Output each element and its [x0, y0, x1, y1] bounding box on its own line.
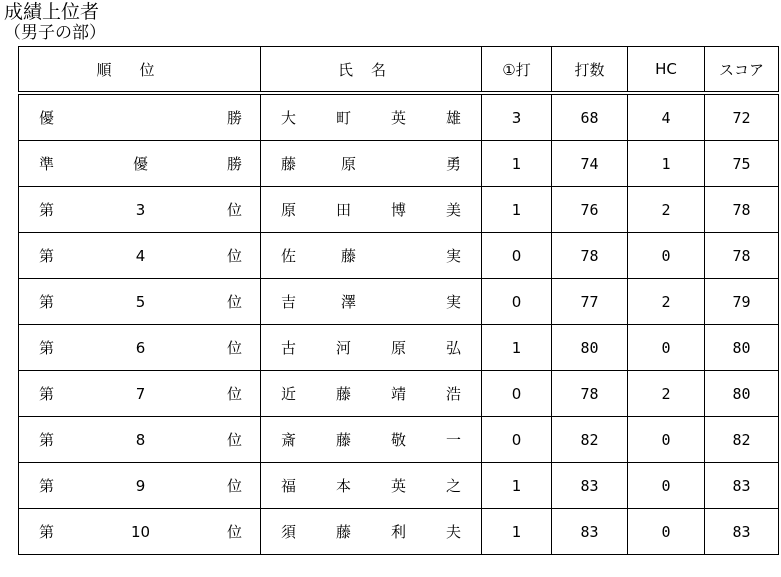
strokes-cell: 68 [552, 93, 628, 141]
strokes-cell: 80 [552, 325, 628, 371]
rank-cell [19, 93, 261, 141]
first-hole-cell: 1 [482, 463, 552, 509]
header-score: スコア [705, 47, 779, 94]
hc-cell: 0 [628, 325, 705, 371]
rank-cell [19, 463, 261, 509]
table-row [19, 233, 779, 279]
strokes-cell: 74 [552, 141, 628, 187]
rank-part: 4 [135, 246, 146, 265]
first-hole-cell: 0 [482, 233, 552, 279]
name-char: 町 [335, 109, 351, 127]
name-char: 実 [445, 293, 461, 311]
hc-cell: 0 [628, 509, 705, 555]
first-hole-cell: 0 [482, 279, 552, 325]
name-char: 原 [281, 201, 297, 219]
name-char: 福 [281, 477, 297, 495]
name-char: 一 [445, 431, 461, 449]
rank-cell [19, 233, 261, 279]
score-cell: 80 [705, 371, 779, 417]
strokes-cell: 82 [552, 417, 628, 463]
player-name-cell [261, 279, 482, 325]
rank-part: 位 [226, 431, 242, 449]
name-char: 敬 [390, 431, 406, 449]
score-cell: 82 [705, 417, 779, 463]
strokes-cell: 78 [552, 233, 628, 279]
first-hole-cell: 0 [482, 371, 552, 417]
score-cell: 72 [705, 93, 779, 141]
score-cell: 78 [705, 187, 779, 233]
rank-part: 位 [226, 293, 242, 311]
name-char: 原 [390, 339, 406, 357]
table-row [19, 141, 779, 187]
rank-part: 準 [39, 155, 55, 173]
name-char: 浩 [445, 385, 461, 403]
score-cell: 80 [705, 325, 779, 371]
name-char: 佐 [281, 247, 297, 265]
name-char: 美 [445, 201, 461, 219]
rank-part: 第 [39, 431, 55, 449]
rank-part: 位 [226, 201, 242, 219]
first-hole-cell: 1 [482, 141, 552, 187]
rank-part: 勝 [226, 155, 242, 173]
strokes-cell: 83 [552, 463, 628, 509]
name-char: 原 [341, 155, 357, 173]
rank-cell [19, 187, 261, 233]
strokes-cell: 77 [552, 279, 628, 325]
rank-part: 位 [226, 247, 242, 265]
hc-cell: 1 [628, 141, 705, 187]
rank-part: 6 [135, 338, 146, 357]
rank-part: 優 [132, 155, 148, 173]
name-char: 藤 [341, 247, 357, 265]
rank-part: 5 [135, 292, 146, 311]
rank-part: 8 [135, 430, 146, 449]
rank-cell [19, 371, 261, 417]
table-row [19, 371, 779, 417]
hc-cell: 2 [628, 279, 705, 325]
player-name-cell [261, 325, 482, 371]
rank-part: 第 [39, 385, 55, 403]
player-name-cell [261, 371, 482, 417]
score-cell: 83 [705, 463, 779, 509]
hc-cell: 2 [628, 371, 705, 417]
score-cell: 83 [705, 509, 779, 555]
player-name-cell [261, 417, 482, 463]
name-char: 河 [335, 339, 351, 357]
hc-cell: 4 [628, 93, 705, 141]
rank-cell [19, 509, 261, 555]
name-char: 英 [390, 109, 406, 127]
name-char: 澤 [341, 293, 357, 311]
score-cell: 78 [705, 233, 779, 279]
player-name-cell [261, 141, 482, 187]
header-row [19, 47, 779, 94]
rank-cell [19, 325, 261, 371]
rank-part: 位 [226, 385, 242, 403]
name-char: 弘 [445, 339, 461, 357]
rank-part: 第 [39, 247, 55, 265]
table-row [19, 463, 779, 509]
name-char: 藤 [335, 523, 351, 541]
first-hole-cell: 1 [482, 187, 552, 233]
header-rank: 順位 [19, 47, 261, 94]
name-char: 藤 [335, 385, 351, 403]
player-name-cell [261, 93, 482, 141]
name-char: 英 [390, 477, 406, 495]
player-name-cell [261, 187, 482, 233]
rank-part: 第 [39, 339, 55, 357]
name-char: 斎 [281, 431, 297, 449]
name-char: 本 [335, 477, 351, 495]
player-name-cell [261, 233, 482, 279]
rank-part: 優 [39, 109, 55, 127]
rank-part: 位 [226, 523, 242, 541]
table-row [19, 417, 779, 463]
table-row [19, 509, 779, 555]
name-char: 雄 [445, 109, 461, 127]
name-char: 夫 [445, 523, 461, 541]
name-char: 靖 [390, 385, 406, 403]
name-char: 古 [281, 339, 297, 357]
rank-part: 勝 [226, 109, 242, 127]
strokes-cell: 76 [552, 187, 628, 233]
rank-part: 第 [39, 523, 55, 541]
name-char: 之 [445, 477, 461, 495]
player-name-cell [261, 509, 482, 555]
hc-cell: 2 [628, 187, 705, 233]
rank-cell [19, 417, 261, 463]
table-row [19, 279, 779, 325]
hc-cell: 0 [628, 417, 705, 463]
rank-part: 位 [226, 477, 242, 495]
hc-cell: 0 [628, 463, 705, 509]
name-char: 実 [445, 247, 461, 265]
score-cell: 75 [705, 141, 779, 187]
rank-part: 第 [39, 477, 55, 495]
table-row [19, 325, 779, 371]
name-char: 藤 [335, 431, 351, 449]
name-char: 勇 [445, 155, 461, 173]
name-char: 藤 [281, 155, 297, 173]
rank-part: 第 [39, 293, 55, 311]
score-cell: 79 [705, 279, 779, 325]
rank-part: 3 [135, 200, 146, 219]
rank-part: 7 [135, 384, 146, 403]
header-hc: HC [628, 47, 705, 94]
name-char: 大 [281, 109, 297, 127]
name-char: 田 [335, 201, 351, 219]
player-name-cell [261, 463, 482, 509]
results-table [18, 46, 779, 555]
header-first-hole: ①打 [482, 47, 552, 94]
table-row [19, 93, 779, 141]
page-subtitle: （男子の部） [4, 23, 106, 43]
name-char: 博 [390, 201, 406, 219]
first-hole-cell: 3 [482, 93, 552, 141]
table-row [19, 187, 779, 233]
rank-cell [19, 279, 261, 325]
rank-part: 位 [226, 339, 242, 357]
header-name: 氏名 [261, 47, 482, 94]
first-hole-cell: 0 [482, 417, 552, 463]
rank-part: 10 [130, 522, 151, 541]
first-hole-cell: 1 [482, 325, 552, 371]
page-title: 成績上位者 [4, 1, 100, 23]
name-char: 利 [390, 523, 406, 541]
name-char: 吉 [281, 293, 297, 311]
rank-part: 第 [39, 201, 55, 219]
rank-cell [19, 141, 261, 187]
first-hole-cell: 1 [482, 509, 552, 555]
rank-part: 9 [135, 476, 146, 495]
name-char: 近 [281, 385, 297, 403]
header-strokes: 打数 [552, 47, 628, 94]
name-char: 須 [281, 523, 297, 541]
hc-cell: 0 [628, 233, 705, 279]
strokes-cell: 83 [552, 509, 628, 555]
strokes-cell: 78 [552, 371, 628, 417]
